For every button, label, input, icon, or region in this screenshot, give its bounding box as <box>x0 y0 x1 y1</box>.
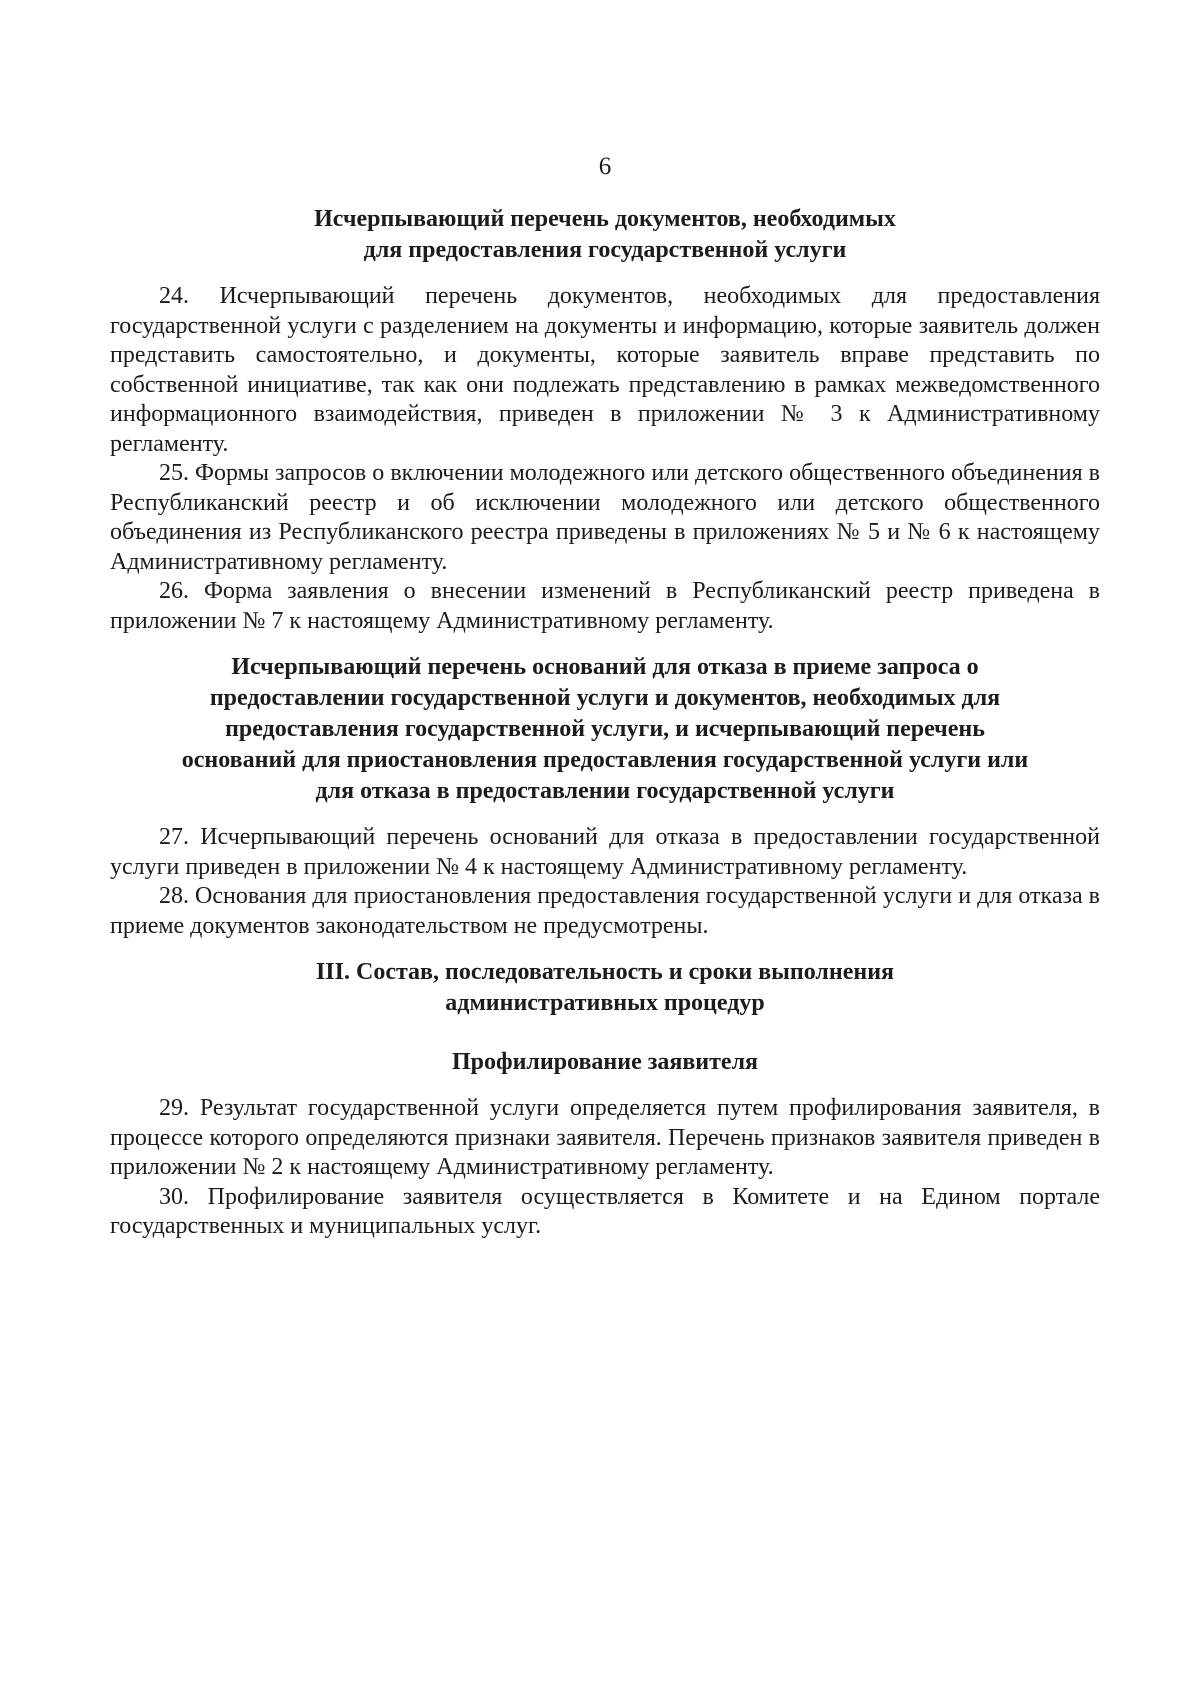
heading-line: административных процедур <box>445 990 765 1016</box>
profiling-heading: Профилирование заявителя <box>451 1049 759 1075</box>
heading-line: предоставления государственной услуги, и исчерпывающий перечень <box>225 716 985 742</box>
paragraph-24: 24. Исчерпывающий перечень документов, необходимых для предоставления государственной услуги с разделением на документы и информацию, которые заявитель должен представить самостоятельно, и документы, которые заявитель вправе представить по собственной инициативе, так как они подлежать представлению в рамках межведомственного информационного взаимодействия, приведен в приложении № 3 к Административному регламенту. <box>110 283 1100 457</box>
paragraph-30: 30. Профилирование заявителя осуществляется в Комитете и на Едином портале государственных и муниципальных услуг. <box>110 1183 1100 1239</box>
heading-line: предоставлении государственной услуги и документов, необходимых для <box>209 685 1001 711</box>
paragraph-27: 27. Исчерпывающий перечень оснований для отказа в предоставлении государственной услуги приведен в приложении № 4 к настоящему Административному регламенту. <box>110 824 1100 880</box>
paragraph-28: 28. Основания для приостановления предоставления государственной услуги и для отказа в приеме документов законодательством не предусмотрены. <box>110 883 1100 939</box>
heading-line: для предоставления государственной услуги <box>363 237 847 263</box>
heading-line: III. Состав, последовательность и сроки выполнения <box>315 959 895 985</box>
page-number: 6 <box>598 153 612 180</box>
refusal-grounds-heading <box>110 652 1100 807</box>
paragraph-29: 29. Результат государственной услуги определяется путем профилирования заявителя, в процессе которого определяются признаки заявителя. Перечень признаков заявителя приведен в приложении № 2 к настоящему Административному регламенту. <box>110 1095 1100 1180</box>
documents-list-heading <box>110 204 1100 266</box>
document-page <box>110 150 1100 1242</box>
heading-line: Исчерпывающий перечень оснований для отказа в приеме запроса о <box>231 654 979 680</box>
heading-line: Исчерпывающий перечень документов, необходимых <box>314 206 896 232</box>
paragraph-26: 26. Форма заявления о внесении изменений в Республиканский реестр приведена в приложении № 7 к настоящему Административному регламенту. <box>110 578 1100 634</box>
heading-line: для отказа в предоставлении государственной услуги <box>315 778 895 804</box>
paragraph-25: 25. Формы запросов о включении молодежного или детского общественного объединения в Республиканский реестр и об исключении молодежного или детского общественного объединения из Республиканского реестра приведены в приложениях № 5 и № 6 к настоящему Административному регламенту. <box>110 460 1100 575</box>
heading-line: оснований для приостановления предоставления государственной услуги или <box>181 747 1029 773</box>
section-3-heading <box>110 957 1100 1019</box>
